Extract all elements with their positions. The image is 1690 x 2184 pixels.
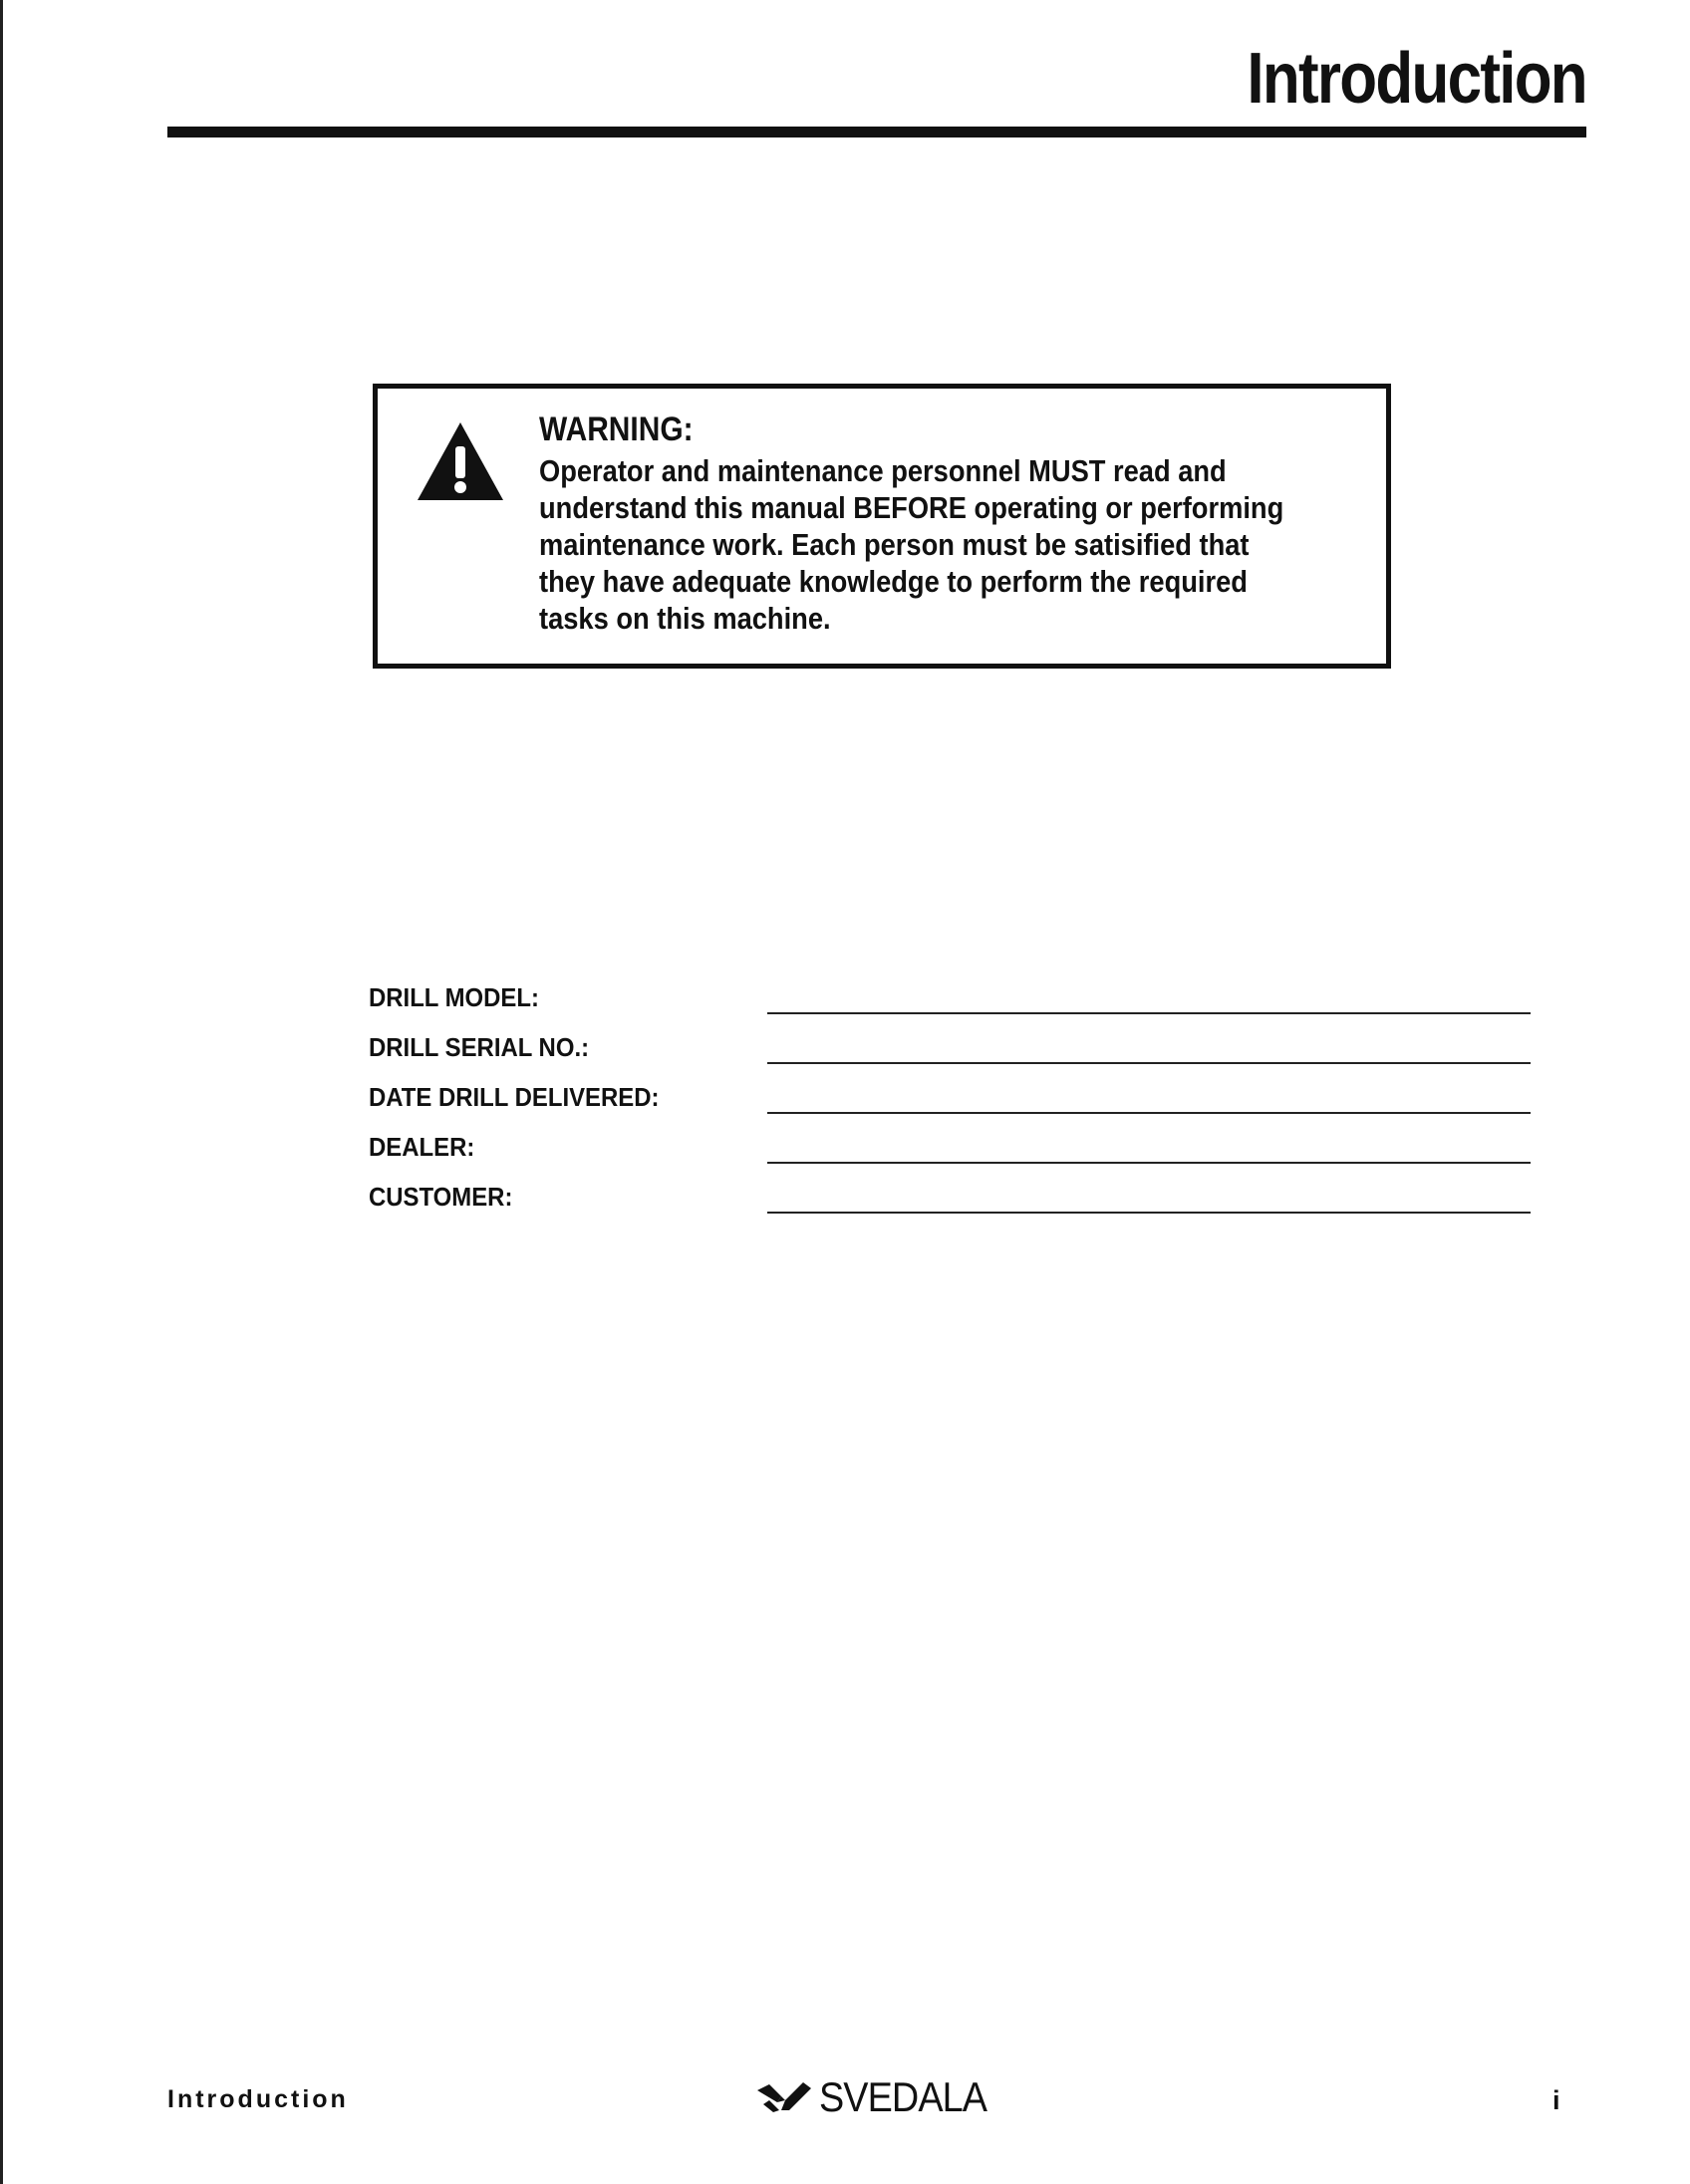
customer-field[interactable] [767, 1212, 1531, 1214]
page-number: i [1552, 2085, 1560, 2115]
warning-heading: WARNING: [539, 410, 694, 448]
warning-box [373, 384, 1391, 669]
scan-edge [0, 0, 3, 2184]
footer-logo [755, 2072, 1005, 2122]
brand-name: SVEDALA [819, 2073, 987, 2120]
field-label: CUSTOMER: [369, 1182, 513, 1212]
title-rule [167, 127, 1586, 137]
field-label: DATE DRILL DELIVERED: [369, 1082, 660, 1112]
form-row-dealer [369, 1126, 1535, 1176]
warning-text: Operator and maintenance personnel MUST read and understand this manual BEFORE operating or performing maintenance work. Each person must be satisified that they have adequate knowledge to perform the required tasks on this machine. [539, 453, 1284, 636]
dealer-field[interactable] [767, 1162, 1531, 1164]
drill-serial-field[interactable] [767, 1062, 1531, 1064]
date-delivered-field[interactable] [767, 1112, 1531, 1114]
drill-info-form [369, 976, 1535, 1226]
field-label: DRILL SERIAL NO.: [369, 1032, 590, 1062]
form-row-customer [369, 1176, 1535, 1226]
warning-triangle-icon [416, 420, 505, 502]
drill-model-field[interactable] [767, 1012, 1531, 1014]
footer-section-label: Introduction [167, 2085, 349, 2113]
form-row-drill-serial [369, 1026, 1535, 1076]
field-label: DRILL MODEL: [369, 982, 539, 1012]
svedala-logo-icon [755, 2080, 813, 2114]
page-title: Introduction [1247, 39, 1586, 119]
form-row-drill-model [369, 976, 1535, 1026]
form-row-date-delivered [369, 1076, 1535, 1126]
field-label: DEALER: [369, 1132, 475, 1162]
